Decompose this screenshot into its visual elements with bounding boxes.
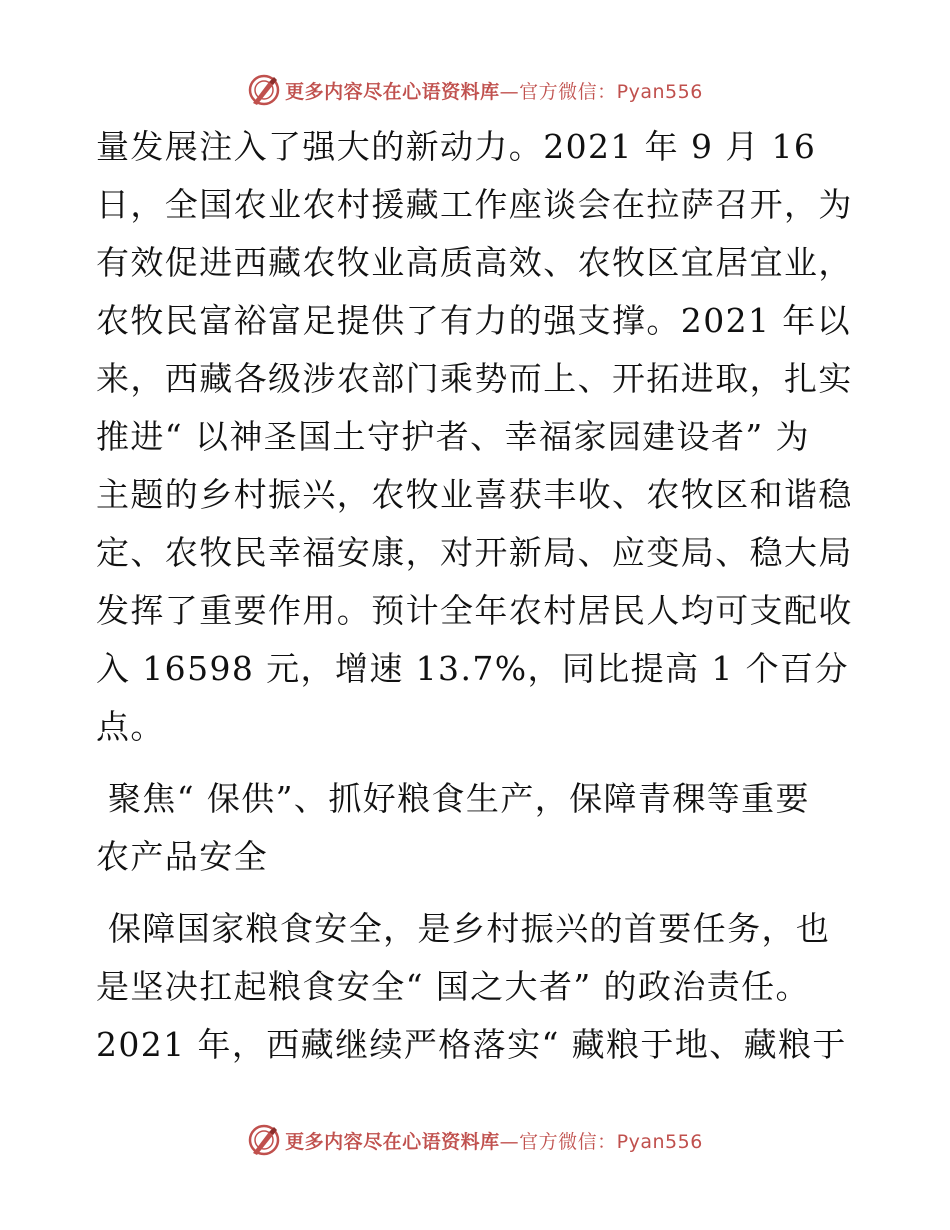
banner-wechat-text: 官方微信：Pyan556 [519, 80, 703, 103]
text-line: 有效促进西藏农牧业高质高效、农牧区宜居宜业， [96, 243, 853, 282]
text-line: 发挥了重要作用。预计全年农村居民人均可支配收 [96, 591, 853, 630]
footer-watermark-banner [0, 1120, 950, 1160]
paragraph-3 [96, 900, 856, 1074]
text-line: 点。 [96, 707, 165, 746]
banner-org-text: 更多内容尽在心语资料库 [285, 80, 500, 103]
paragraph-1 [96, 118, 856, 756]
text-line: 入 16598 元，增速 13.7%，同比提高 1 个百分 [96, 649, 849, 688]
text-line: 主题的乡村振兴，农牧业喜获丰收、农牧区和谐稳 [96, 475, 853, 514]
document-body [96, 118, 856, 1074]
text-line: 量发展注入了强大的新动力。2021 年 9 月 16 [96, 127, 817, 166]
pen-logo-icon [247, 73, 281, 107]
banner-separator: — [499, 1130, 520, 1153]
banner-wechat-text: 官方微信：Pyan556 [519, 1130, 703, 1153]
heading-line: 农产品安全 [96, 837, 268, 876]
text-line: 来，西藏各级涉农部门乘势而上、开拓进取，扎实 [96, 359, 853, 398]
section-heading [96, 770, 856, 886]
text-line: 保障国家粮食安全，是乡村振兴的首要任务，也 [96, 909, 831, 948]
banner-separator: — [499, 80, 520, 103]
text-line: 农牧民富裕富足提供了有力的强支撑。2021 年以 [96, 301, 852, 340]
text-line: 是坚决扛起粮食安全“ 国之大者” 的政治责任。 [96, 967, 810, 1006]
heading-line: 聚焦“ 保供”、抓好粮食生产，保障青稞等重要 [96, 779, 810, 818]
text-line: 定、农牧民幸福安康，对开新局、应变局、稳大局 [96, 533, 853, 572]
paragraph-spacer [96, 886, 856, 900]
banner-org-text: 更多内容尽在心语资料库 [285, 1130, 500, 1153]
text-line: 2021 年，西藏继续严格落实“ 藏粮于地、藏粮于 [96, 1025, 847, 1064]
text-line: 日，全国农业农村援藏工作座谈会在拉萨召开，为 [96, 185, 853, 224]
pen-logo-icon [247, 1123, 281, 1157]
header-watermark-banner [0, 70, 950, 110]
text-line: 推进“ 以神圣国土守护者、幸福家园建设者” 为 [96, 417, 810, 456]
paragraph-spacer [96, 756, 856, 770]
